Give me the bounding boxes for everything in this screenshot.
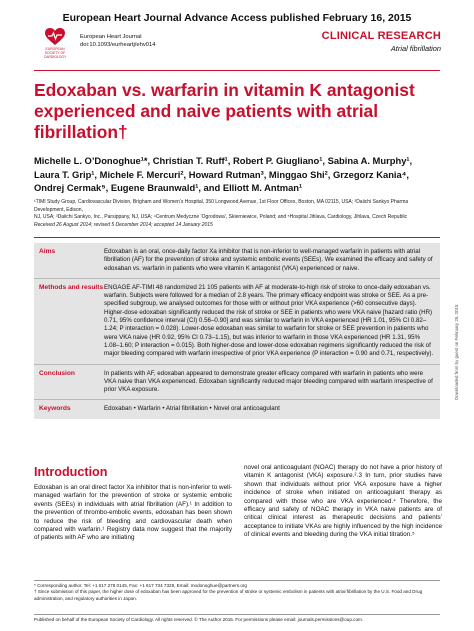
- abstract-label: Aims: [39, 248, 56, 255]
- section-heading: Introduction: [34, 465, 108, 479]
- author-list: [34, 154, 440, 195]
- article-category: [322, 30, 441, 53]
- category-main: CLINICAL RESEARCH: [321, 30, 441, 42]
- society-name-line: EUROPEAN: [45, 47, 65, 51]
- category-sub: Atrial fibrillation: [390, 44, 441, 53]
- abstract-text: In patients with AF, edoxaban appeared to demonstrate greater efficacy compared with warfarin in patients who were VKA naive than VKA experienced. Edoxaban significantly reduced major bleeding compared with warfarin irrespective of prior VKA exposure.: [104, 369, 433, 394]
- header-divider: [34, 70, 440, 71]
- intro-left-column: Edoxaban is an oral direct factor Xa inhibitor that is non-inferior to well-managed warfarin for the prevention of stroke or systemic embolic events (SEEs) in individuals with atrial fibrillation (AF).¹ In addition to the prevention of thrombo-embolic events, edoxaban has been shown to reduce the risk of bleeding and cardiovascular death when compared with warfarin.¹ Registry data now suggest that the majority of patients with AF who are initiating: [34, 484, 232, 542]
- author-line: Ondrej Cermak⁵, Eugene Braunwald¹, and Elliott M. Antman¹: [34, 182, 303, 193]
- journal-banner: European Heart Journal Advance Access published February 16, 2015: [62, 12, 412, 24]
- article-dates: Received 26 August 2014; revised 5 December 2014; accepted 14 January 2015: [34, 222, 213, 228]
- download-sidebar: [452, 200, 464, 400]
- publisher-notice: [34, 617, 440, 623]
- publisher-divider: [34, 614, 440, 615]
- structured-abstract: [34, 243, 440, 419]
- affiliation-line: NJ, USA; ³Daiichi Sankyo, Inc., Parsippany, NJ, USA; ⁴Centrum Medyczne ‘Ogrodowa’, Skierniewice, Poland; and ⁵Hospital Jihlava, Cardiology, Jihlava, Czech Republic: [34, 214, 408, 221]
- article-title: Edoxaban vs. warfarin in vitamin K antagonist experienced and naive patients with atrial fibrillation†: [34, 80, 415, 142]
- affiliations: [34, 199, 440, 222]
- journal-name: European Heart Journal: [80, 34, 142, 40]
- journal-doi[interactable]: doi:10.1093/eurheartj/ehv014: [80, 42, 156, 48]
- journal-info: [80, 33, 155, 49]
- heart-logo-icon: [45, 28, 65, 46]
- keywords-text: Edoxaban • Warfarin • Atrial fibrillation • Novel oral anticoagulant: [104, 405, 280, 413]
- publisher-line: Published on behalf of the European Society of Cardiology. All rights reserved. © The Author 2015. For permissions please email: journals.permissions@oup.com.: [34, 617, 364, 622]
- abstract-text: Edoxaban is an oral, once-daily factor Xa inhibitor that is non-inferior to well-managed warfarin in patients with atrial fibrillation (AF) for the prevention of stroke and systemic embolic events (SEEs). We examined the efficacy and safety of edoxaban vs. warfarin in patients who were vitamin K antagonist (VKA) experienced or naive.: [104, 248, 433, 272]
- footnote-divider: [34, 580, 440, 581]
- footnote: * Corresponding author. Tel: +1 617 278 0145, Fax: +1 617 734 7329, Email: modonoghue@partners.org: [34, 583, 247, 588]
- abstract-divider: [34, 237, 440, 238]
- download-note: Downloaded from by guest on February 25, 2015: [454, 304, 459, 400]
- abstract-label: Conclusion: [39, 369, 75, 377]
- author-line: Michelle L. O’Donoghue¹*, Christian T. Ruff¹, Robert P. Giugliano¹, Sabina A. Murphy¹,: [34, 155, 413, 166]
- abstract-label: Keywords: [39, 405, 71, 413]
- esc-logo: [36, 28, 74, 59]
- abstract-row: [34, 279, 440, 365]
- affiliation-line: ¹TIMI Study Group, Cardiovascular Division, Brigham and Women’s Hospital, 350 Longwood Avenue, 1st Floor Offices, Boston, MA 02115, USA; ²Daiichi Sankyo Pharma Development, Edison,: [34, 199, 409, 213]
- society-name-line: SOCIETY OF: [44, 51, 66, 55]
- intro-right-column: novel oral anticoagulant (NOAC) therapy do not have a prior history of vitamin K antagonist (VKA) exposure.²˒3 In turn, prior studies have shown that individuals without prior VKA exposure have a higher incidence of stroke when initiated on anticoagulant therapy as compared with those who are VKA experienced.⁴ Therefore, the efficacy and safety of NOAC therapy in VKA naive patients are of critical clinical interest as therapeutic decisions and patients’ acceptance to initiate VKAs are highly influenced by the high incidence of clinical events and bleeding during the VKA initial titration.⁵: [244, 464, 442, 539]
- abstract-text: ENGAGE AF-TIMI 48 randomized 21 105 patients with AF at moderate-to-high risk of stroke to once-daily edoxaban vs. warfarin. Subjects were followed for a median of 2.8 years. The primary efficacy endpoint was stroke or SEE. As a pre-specified subgroup, we analysed outcomes for those with or without prior VKA experience (>60 consecutive days). Higher-dose edoxaban significantly reduced the risk of stroke or SEE in patients who were VKA naive [hazard ratio (HR) 0.71, 95% confidence interval (CI) 0.56–0.90] and was similar to warfarin in VKA experienced (HR 1.01, 95% CI 0.82–1.24; P interaction = 0.028). Lower-dose edoxaban was similar to warfarin for stroke or SEE prevention in patients who were VKA naive (HR 0.92, 95% CI 0.73–1.15), but was inferior to warfarin in those VKA experienced (HR 1.31, 95% 1.08–1.60; P interaction = 0.015). Both higher-dose and lower-dose edoxaban regimens significantly reduced the risk of major bleeding compared with warfarin irrespective of prior VKA experience (P interaction = 0.90 and 0.71, respectively).: [104, 283, 434, 358]
- abstract-row: [34, 243, 440, 279]
- abstract-label: Methods and results: [39, 283, 104, 291]
- footnote: † Since submission of this paper, the higher dose of edoxaban has been approved for the prevention of stroke or systemic embolism in patients with atrial fibrillation by the U.S. Food and Drug administration, and regulatory authorities in Japan.: [34, 589, 423, 601]
- abstract-row: [34, 400, 440, 418]
- society-name-line: CARDIOLOGY: [43, 55, 67, 59]
- footnotes: [34, 583, 440, 602]
- author-line: Laura T. Grip¹, Michele F. Mercuri², Howard Rutman³, Minggao Shi², Grzegorz Kania⁴,: [34, 168, 409, 180]
- abstract-row: [34, 365, 440, 401]
